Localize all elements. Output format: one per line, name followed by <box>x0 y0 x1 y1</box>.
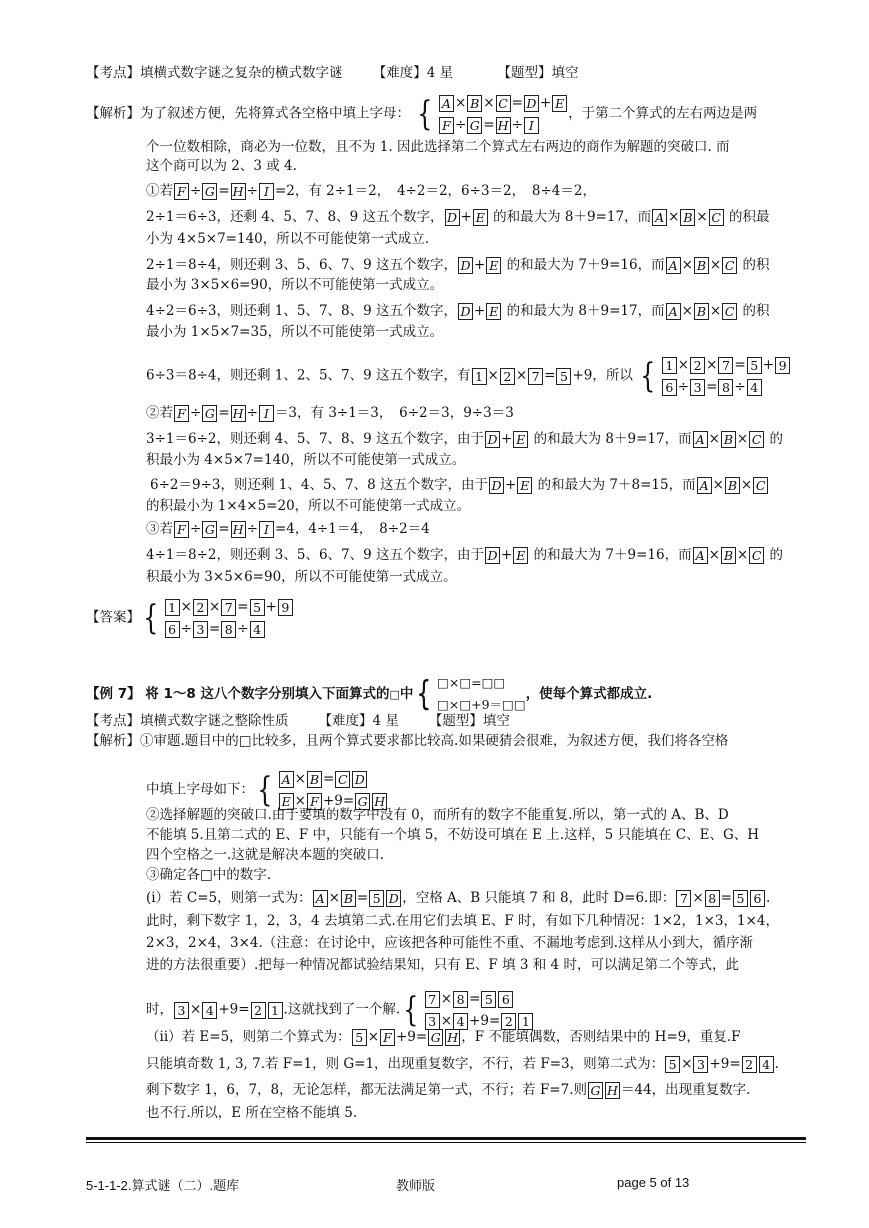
case-text: ，有 2÷1＝2， 4÷2＝2，6÷3＝2， 8÷4＝2， <box>294 183 596 199</box>
para: 这个商可以为 2、3 或 4. <box>146 158 297 174</box>
ex7-case-ii-2: 只能填奇数 1, 3, 7.若 F=1，则 G=1，出现重复数字，不行，若 F=3，则第二式为： 5 × 3 +9= 2 4 . <box>146 1056 779 1072</box>
case2a: 3÷1＝6÷2，则还剩 4、5、7、8、9 这五个数字，由于 D + E 的和最大为 8＋9=17，而 A × B × C 的 <box>146 431 784 447</box>
analysis-label: 【解析】 <box>86 105 140 122</box>
analysis-text: 为了叙述方便，先将算式各空格中填上字母： <box>140 105 410 122</box>
ex6-nandu: 【难度】4 星 <box>372 65 454 81</box>
case2-head: ②若 F ÷ G = H ÷ I ＝3，有 3÷1＝3， 6÷2＝3，9÷3＝3 <box>146 405 514 421</box>
para: ②选择解题的突破口.由于要填的数字中没有 0，而所有的数字不能重复.所以，第一式的 A、B、D <box>146 807 729 823</box>
case-prefix: ①若 <box>146 183 173 199</box>
case2b: 6÷2＝9÷3，则还剩 1、4、5、7、8 这五个数字，由于 D + E 的和最大为 7＋8=15，而 A × B × C <box>150 476 769 494</box>
footer-edition: 教师版 <box>396 1178 436 1193</box>
para: 2×3，2×4，3×4.（注意：在讨论中，应该把各种可能性不重、不漏地考虑到.这样从小到大，循序渐 <box>146 935 754 951</box>
para: 个一位数相除，商必为一位数，且不为 1. 因此选择第二个算式左右两边的商作为解题的突破口. 而 <box>146 139 730 155</box>
ex7-case-i: (i）若 C=5，则第一式为： A × B = 5 D ，空格 A、B 只能填 7 和 8，此时 D=6.即： 7 × 8 = 5 6 . <box>146 890 771 906</box>
case3a: 4÷1＝8÷2，则还剩 3、5、6、7、9 这五个数字，由于 D + E 的和最大为 7＋9=16，而 A × B × C 的 <box>146 547 784 563</box>
footer-source: 5-1-1-2.算式谜（二）.题库 <box>86 1178 240 1193</box>
footer-rule-thin <box>86 1142 806 1143</box>
brace: { <box>417 94 433 134</box>
analysis-text: ，于第二个算式的左右两边是两 <box>568 105 758 122</box>
footer-page-number: page 5 of 13 <box>617 1175 690 1190</box>
para: 积最小为 4×5×7=140，所以不可能使第一式成立。 <box>146 452 466 468</box>
ex7-case-i-result: 时， 3 × 4 +9= 2 1 .这就找到了一个解.{ 7 × 8 = 5 6 3 × 4 +9= 2 1 <box>146 988 534 1032</box>
ex7-case-ii-3: 剩下数字 1，6，7，8，无论怎样，都无法满足第一式，不行；若 F=7.则 G H ＝44，出现重复数字. <box>146 1082 751 1098</box>
para: 也不行.所以，E 所在空格不能填 5. <box>146 1105 358 1121</box>
case1d: 6÷3＝8÷4，则还剩 1、2、5、7、9 这五个数字，有 1 × 2 × 7 = 5 +9，所以 { 1 × 2 × 7 = 5 + 9 6 ÷ 3 = 8 ÷ 4 <box>146 354 791 398</box>
answer: 【答案】{ 1 × 2 × 7 = 5 + 9 6 ÷ 3 = 8 ÷ 4 <box>86 596 294 640</box>
para: 小为 4×5×7=140，所以不可能使第一式成立. <box>146 231 430 247</box>
ex6-analysis-line1 <box>86 92 757 136</box>
ex7-case-ii: （ii）若 E=5，则第二个算式为： 5 × F +9= G H ，F 不能填偶数，否则结果中的 H=9，重复.F <box>146 1029 741 1045</box>
ex6-tixing: 【题型】填空 <box>497 65 579 81</box>
ex7-title: 【例 7】 将 1～8 这八个数字分别填入下面算式的□中{ □×□=□□ □×□+9＝□□ ，使每个算式都成立. <box>86 674 653 714</box>
ex7-letters: 中填上字母如下：{ A × B = C D E × F +9= G H <box>146 768 388 812</box>
case1a: 2÷1＝6÷3，还剩 4、5、7、8、9 这五个数字， D + E 的和最大为 8＋9=17，而 A × B × C 的积最 <box>146 209 770 225</box>
case3-head: ③若 F ÷ G = H ÷ I =4，4÷1＝4， 8÷2＝4 <box>146 521 430 537</box>
ex7-meta: 【考点】填横式数字谜之整除性质 【难度】4 星 【题型】填空 <box>86 713 510 729</box>
para: 最小为 1×5×7=35，所以不可能使第一式成立。 <box>146 324 444 340</box>
case1b: 2÷1＝8÷4，则还剩 3、5、6、7、9 这五个数字， D + E 的和最大为 7＋9=16，而 A × B × C 的积 <box>146 257 770 273</box>
para: 最小为 3×5×6=90，所以不可能使第一式成立。 <box>146 277 444 293</box>
case1c: 4÷2＝6÷3，则还剩 1、5、7、8、9 这五个数字， D + E 的和最大为 8＋9=17，而 A × B × C 的积 <box>146 303 770 319</box>
para: 进的方法很重要）.把每一种情况都试验结果知，只有 E、F 填 3 和 4 时，可以满足第二个等式，此 <box>146 957 739 973</box>
footer-rule-thick <box>86 1137 806 1140</box>
para: 积最小为 3×5×6=90，所以不可能使第一式成立。 <box>146 569 457 585</box>
para: 四个空格之一.这就是解决本题的突破口. <box>146 847 385 863</box>
para: ③确定各□中的数字. <box>146 867 272 883</box>
para: 不能填 5.且第二式的 E、F 中，只能有一个填 5，不妨设可填在 E 上.这样，5 只能填在 C、E、G、H <box>146 827 759 843</box>
ex6-meta <box>86 64 578 82</box>
letter-system: A × B × C = D + E F ÷ G = H ÷ I <box>438 92 568 136</box>
ex7-analysis: 【解析】①审题.题目中的□比较多，且两个算式要求都比较高.如果硬猜会很难，为叙述方便，我们将各空格 <box>86 733 729 749</box>
answer-label: 【答案】 <box>86 609 140 626</box>
ex6-kaodian: 【考点】填横式数字谜之复杂的横式数字谜 <box>86 65 343 81</box>
answer-system: 1 × 2 × 7 = 5 + 9 6 ÷ 3 = 8 ÷ 4 <box>164 596 294 640</box>
case1-head: ①若 F ÷ G = H ÷ I =2，有 2÷1＝2， 4÷2＝2，6÷3＝2， 8÷4＝2， <box>146 183 596 199</box>
para: 此时，剩下数字 1，2，3，4 去填第二式.在用它们去填 E、F 时，有如下几种情况：1×2，1×3，1×4， <box>146 913 780 929</box>
para: 的积最小为 1×4×5=20，所以不可能使第一式成立。 <box>146 498 471 514</box>
